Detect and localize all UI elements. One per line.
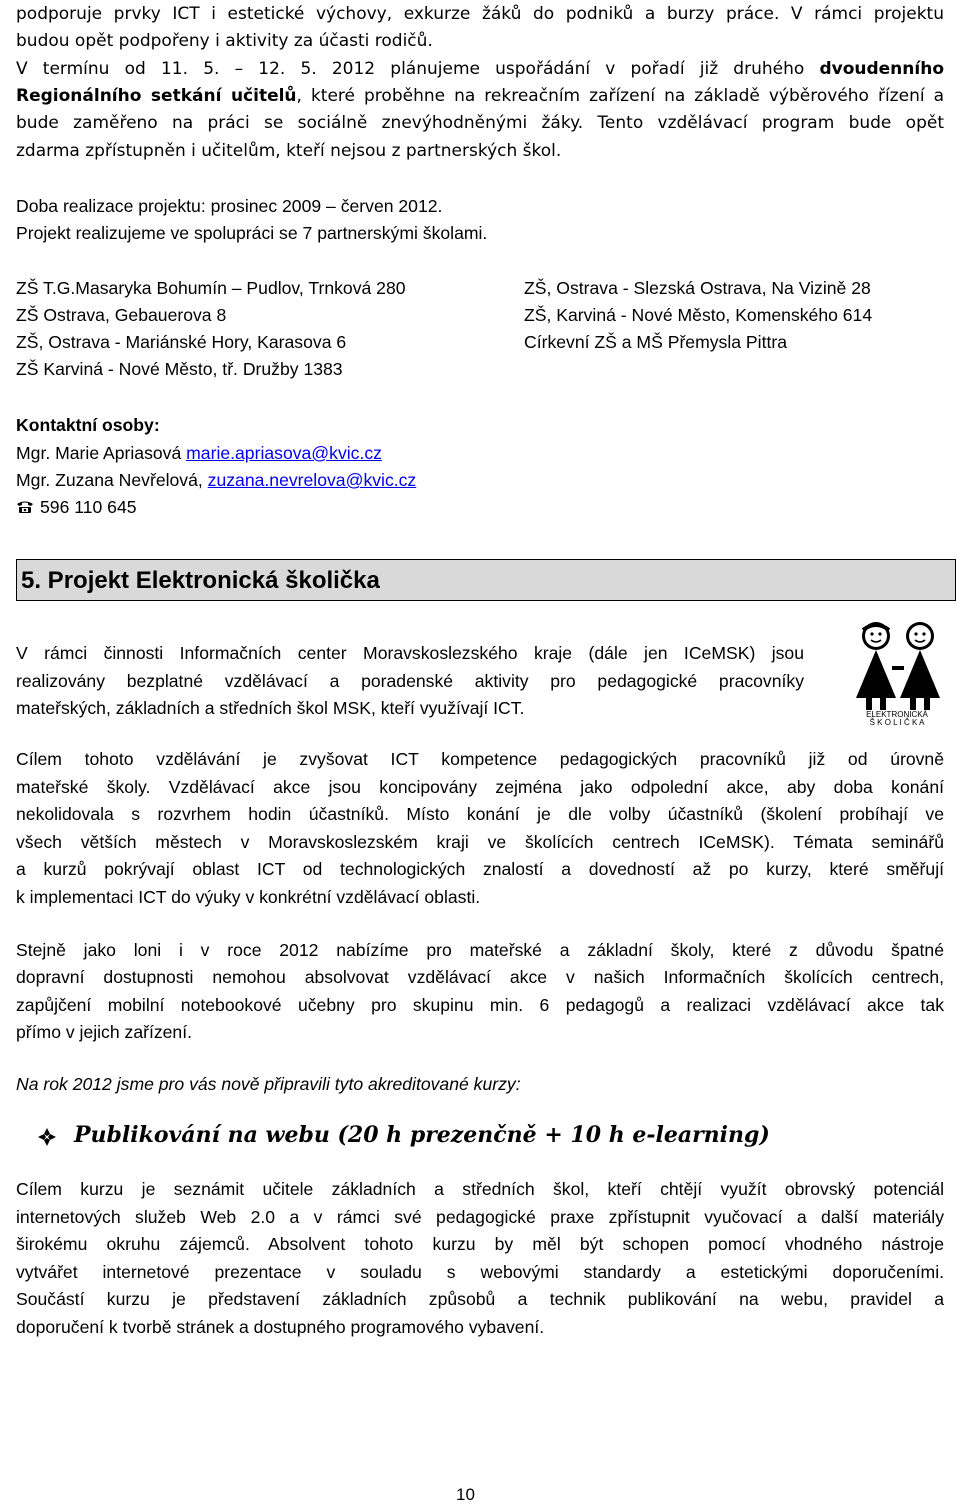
text-line: vytvářet internetové prezentace v souladu s webovými standardy a estetickými doporučeními.	[16, 1262, 944, 1282]
page-number: 10	[456, 1485, 475, 1504]
section-heading	[16, 559, 956, 601]
text-line: dopravní dostupnosti nemohou absolvovat vzdělávací akce v našich Informačních školících centrech,	[16, 967, 944, 987]
school-item: ZŠ Karviná - Nové Město, tř. Družby 1383	[16, 359, 343, 379]
text-line: mateřských, základních a středních škol MSK, kteří využívají ICT.	[16, 698, 525, 718]
school-item: Církevní ZŠ a MŠ Přemysla Pittra	[524, 332, 787, 352]
phone-icon	[16, 500, 34, 514]
text-line: V termínu od 11. 5. – 12. 5. 2012 plánujeme uspořádání v pořadí již druhého dvoudenního	[16, 59, 944, 79]
contact-person: Mgr. Zuzana Nevřelová, zuzana.nevrelova@kvic.cz	[16, 470, 417, 490]
partners-count: Projekt realizujeme ve spolupráci se 7 partnerskými školami.	[16, 223, 488, 243]
text-line: zdarma zpřístupněn i učitelům, kteří nejsou z partnerských škol.	[16, 141, 562, 161]
text-line: bude zaměřeno na práci se sociálně znevýhodněnými žáky. Tento vzdělávací program bude opět	[16, 113, 944, 133]
school-item: ZŠ, Ostrava - Slezská Ostrava, Na Vizině 28	[524, 278, 871, 298]
text-line: Regionálního setkání učitelů, které proběhne na rekreačním zařízení na základě výběrového řízení a	[16, 86, 944, 106]
contacts-heading: Kontaktní osoby:	[16, 415, 160, 435]
text-line: budou opět podpořeny i aktivity za účasti rodičů.	[16, 31, 433, 51]
text-line: zapůjčení mobilní notebookové učebny pro skupinu min. 6 pedagogů a realizaci vzdělávací akce tak	[16, 995, 944, 1015]
text-line: Stejně jako loni i v roce 2012 nabízíme pro mateřské a základní školy, které z důvodu špatné	[16, 940, 944, 960]
logo-text: Š K O L I Č K A	[869, 718, 925, 727]
school-item: ZŠ, Ostrava - Mariánské Hory, Karasova 6	[16, 332, 347, 352]
text-line: Cílem kurzu je seznámit učitele základních a středních škol, kteří chtějí využít obrovský potenciál	[16, 1179, 944, 1199]
text-line: širokému okruhu zájemců. Absolvent tohoto kurzu by měl být schopen pomocí vhodného nástroje	[16, 1234, 944, 1254]
text-line: realizovány bezplatné vzdělávací a poradenské aktivity pro pedagogické pracovníky	[16, 671, 804, 691]
text-line: podporuje prvky ICT i estetické výchovy, exkurze žáků do podniků a burzy práce. V rámci projektu	[16, 4, 944, 24]
text-line: mateřské školy. Vzdělávací akce jsou koncipovány zejména jako odpolední akce, aby doba konání	[16, 777, 944, 797]
text-line: Cílem tohoto vzdělávání je zvyšovat ICT kompetence pedagogických pracovníků již od úrovně	[16, 749, 944, 769]
section-title: 5. Projekt Elektronická školička	[21, 567, 380, 594]
school-item: ZŠ, Karviná - Nové Město, Komenského 614	[524, 305, 873, 325]
course-title: Publikování na webu (20 h prezenčně + 10 h e-learning)	[74, 1122, 770, 1148]
email-link[interactable]: zuzana.nevrelova@kvic.cz	[207, 470, 417, 490]
text-line: přímo v jejich zařízení.	[16, 1022, 192, 1042]
elektronicka-skolicka-logo	[838, 618, 956, 726]
contact-person: Mgr. Marie Apriasová marie.apriasova@kvic.cz	[16, 443, 382, 463]
realization-period: Doba realizace projektu: prosinec 2009 – červen 2012.	[16, 196, 443, 216]
diamond-bullet-icon	[36, 1126, 58, 1148]
logo-text: ELEKTRONICKÁ	[866, 710, 928, 719]
school-item: ZŠ T.G.Masaryka Bohumín – Pudlov, Trnková 280	[16, 278, 406, 298]
text-line: a kurzů pokrývají oblast ICT od technologických znalostí a dovedností až po kurzy, které směřují	[16, 859, 944, 879]
text-line: nekolidovala s rozvrhem hodin účastníků. Místo konání je dle volby účastníků (školení probíhají ve	[16, 804, 944, 824]
school-item: ZŠ Ostrava, Gebauerova 8	[16, 305, 227, 325]
contact-phone: 596 110 645	[16, 496, 137, 518]
text-line: Součástí kurzu je představení základních způsobů a technik publikování na webu, pravidel a	[16, 1289, 944, 1309]
text-line: internetových služeb Web 2.0 a v rámci své pedagogické praxe zpřístupnit vyučovací a další materiály	[16, 1207, 944, 1227]
text-line: k implementaci ICT do výuky v konkrétní vzdělávací oblasti.	[16, 887, 481, 907]
text-line: V rámci činnosti Informačních center Moravskoslezského kraje (dále jen ICeMSK) jsou	[16, 643, 804, 663]
text-line: všech větších městech v Moravskoslezském kraji ve školících centrech ICeMSK). Témata seminářů	[16, 832, 944, 852]
text-line: doporučení k tvorbě stránek a dostupného programového vybavení.	[16, 1317, 545, 1337]
email-link[interactable]: marie.apriasova@kvic.cz	[186, 443, 382, 463]
courses-intro: Na rok 2012 jsme pro vás nově připravili tyto akreditované kurzy:	[16, 1074, 521, 1094]
